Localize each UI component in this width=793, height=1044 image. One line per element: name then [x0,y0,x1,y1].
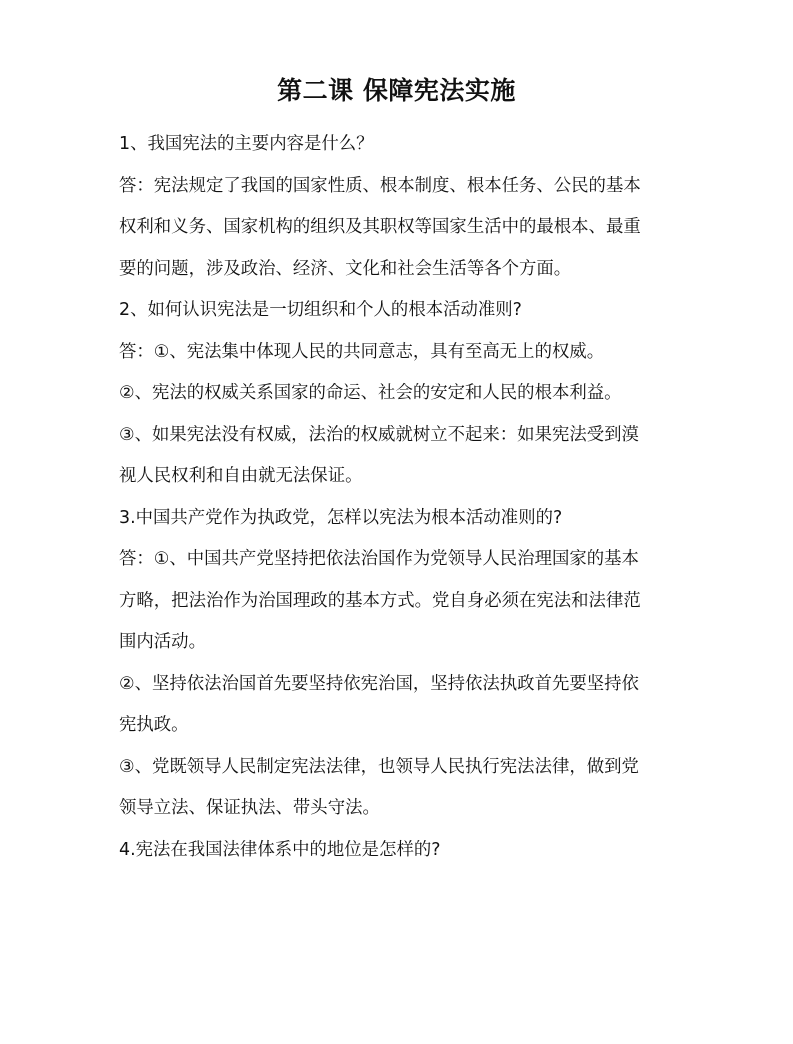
question-2: 2、如何认识宪法是一切组织和个人的根本活动准则? [119,300,522,320]
page-title: 第二课 保障宪法实施 [277,76,516,105]
question-3: 3.中国共产党作为执政党，怎样以宪法为根本活动准则的? [119,507,563,528]
question-4: 4.宪法在我国法律体系中的地位是怎样的? [119,839,441,860]
answer-3-point-1: 答：①、中国共产党坚持把依法治国作为党领导人民治理国家的基本方略，把法治作为治国理政的基本方式。党自身必须在宪法和法律范围内活动。 [119,549,641,652]
document-body [119,124,647,871]
answer-3-point-2: ②、坚持依法治国首先要坚持依宪治国，坚持依法执政首先要坚持依宪执政。 [119,673,639,735]
answer-2-point-2: ②、宪法的权威关系国家的命运、社会的安定和人民的根本利益。 [119,383,622,403]
answer-3-point-3: ③、党既领导人民制定宪法法律，也领导人民执行宪法法律，做到党领导立法、保证执法、带头守法。 [119,756,639,818]
answer-2-point-1: 答：①、宪法集中体现人民的共同意志，具有至高无上的权威。 [119,341,605,362]
question-1: 1、我国宪法的主要内容是什么？ [119,134,374,154]
answer-1: 答：宪法规定了我国的国家性质、根本制度、根本任务、公民的基本权利和义务、国家机构的组织及其职权等国家生活中的最根本、最重要的问题，涉及政治、经济、文化和社会生活等各个方面。 [119,175,641,279]
answer-2-point-3: ③、如果宪法没有权威，法治的权威就树立不起来：如果宪法受到漠视人民权利和自由就无法保证。 [119,424,639,486]
